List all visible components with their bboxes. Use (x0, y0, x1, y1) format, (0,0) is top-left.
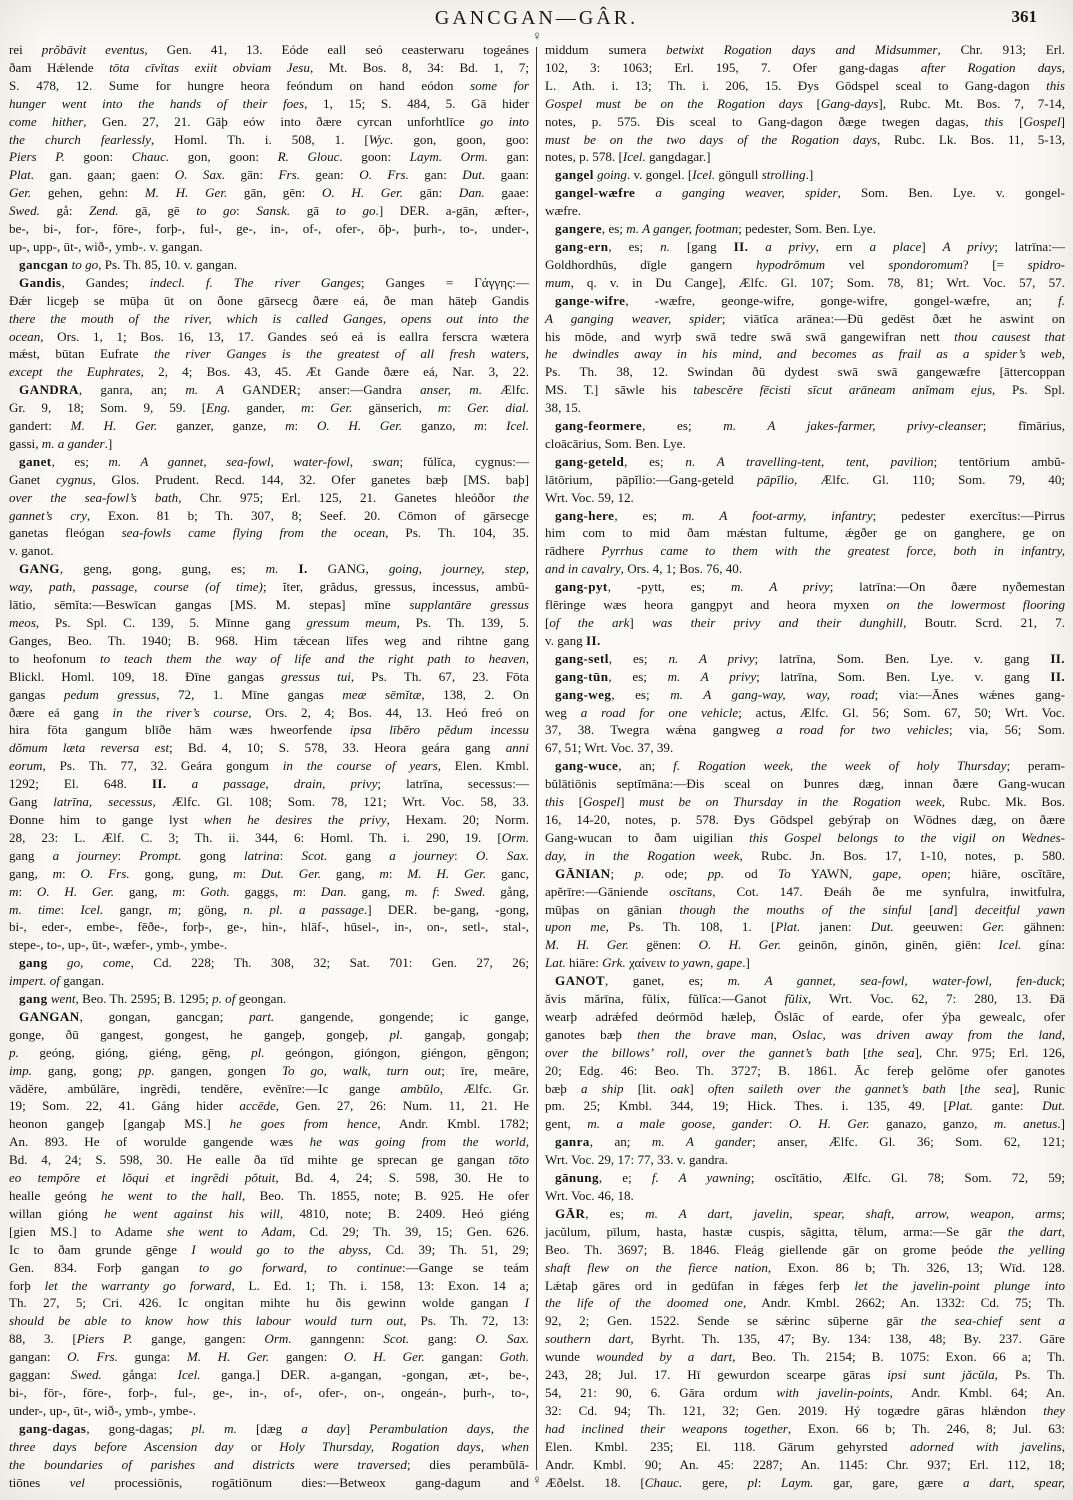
column-right (545, 41, 1065, 1494)
text-line: notes, p. 575. Ðis sceal to Gang-dagon ðæge twegen dagas, this [Gospel] (545, 113, 1065, 129)
text-line: southern dart, Byrht. Th. 135, 47; By. 134: 138, 48; By. 237. Gāre (545, 1331, 1065, 1347)
text-line: flēringe wæs heora gangpyt and heora myxen on the lowermost flooring (545, 597, 1066, 613)
text-line: Beo. Th. 3697; B. 1846. Fleág giellende gār on grome þeóde the yelling (545, 1241, 1065, 1257)
text-line: GANGAN, gongan, gancgan; part. gangende, gongende; ic gange, (19, 1008, 529, 1024)
text-line: ganra, an; m. A gander; anser, Ælfc. Gl. 36; Som. 62, 121; (555, 1134, 1065, 1150)
text-line: gānung, e; f. A yawning; oscĭtātio, Ælfc. Gl. 78; Som. 72, 59; (555, 1170, 1065, 1186)
text-line: gannet’s cry, Exon. 81 b; Th. 307, 8; Seef. 20. Cōmon of gārsecge (9, 507, 529, 523)
text-line: 20; Edg. 46: Beo. Th. 3727; B. 1861. Āc fereþ gelōme ofer ganotes (545, 1062, 1065, 1078)
text-line: wearþ adrǽfed deórmōd hæleþ, Ōslāc of earde, ofer ýþa gewealc, ofer (545, 1008, 1065, 1024)
text-line: weg a road for one vehicle; actus, Ælfc. Gl. 56; Som. 67, 50; Wrt. Voc. (545, 704, 1065, 720)
text-line: meos, Ps. Spl. C. 139, 5. Mīnne gang gressum meum, Ps. Th. 139, 5. (9, 615, 529, 630)
text-line: had inclined their weapons together, Exon. 66 b; Th. 246, 8; Jul. 63: (545, 1420, 1066, 1436)
text-line: 32: Cd. 94; Th. 121, 32; Gen. 2019. Hý togædre gāras hlǽndon they (545, 1402, 1065, 1418)
text-line: gang go, come, Cd. 228; Th. 308, 32; Sat. 701: Gen. 27, 26; (19, 955, 529, 971)
text-line: Goldhordhūs, dīgle gangern hypodrŏmum vel spondoromum? [= spidro- (545, 256, 1066, 272)
text-line: gang-wuce, an; f. Rogation week, the week of holy Thursday; peram- (555, 758, 1065, 774)
text-line: m. time: Icel. gangr, m; göng, n. pl. a passage.] DER. be-gang, -gong, (9, 901, 530, 917)
text-line: v. ganot. (9, 543, 54, 559)
text-line: pm. 25; Kmbl. 344, 19; Hick. Thes. i. 135, 49. [Plat. gante: Dut. (545, 1098, 1066, 1114)
text-line: gonge, ðū gangest, gongest, he gangeþ, gongeþ, pl. gangaþ, gongaþ; (9, 1026, 529, 1042)
text-line: apĕrīre:—Gāniende oscĭtans, Cot. 147. Ðeáh ðe me synfulra, inwitfulra, (545, 883, 1065, 899)
text-line: 88, 3. [Piers P. gange, gangen: Orm. ganngenn: Scot. gang: O. Sax. (9, 1331, 530, 1347)
text-line: mūþas on gānian though the mouths of the sinful [and] deceitful yawn (545, 901, 1065, 917)
text-line: and in cavalry, Ors. 4, 1; Bos. 76, 40. (545, 561, 743, 577)
text-line: cloācārius, Som. Ben. Lye. (545, 435, 686, 451)
text-line: m: O. H. Ger. gang, m: Goth. gaggs, m: Dan. gang, m. f: Swed. gång, (9, 883, 529, 899)
page-number: 361 (1011, 7, 1037, 26)
text-line: Ganet cygnus, Glos. Prudent. Recd. 144, 32. Ofer ganetes bæþ [MS. baþ] (9, 471, 529, 487)
text-line: over the billows’ roll, over the gannet’s bath [the sea], Chr. 975; Erl. 126, (545, 1044, 1065, 1060)
text-line: upon me, Ps. Th. 108, 1. [Plat. janen: Dut. geeuwen: Ger. gähnen: (545, 919, 1066, 935)
text-line: GANOT, ganet, es; m. A gannet, sea-fowl, water-fowl, fen-duck; (555, 973, 1065, 989)
text-line: wunde wounded by a dart, Beo. Th. 2154; B. 1075: Exon. 66 a; Th. (545, 1349, 1065, 1365)
text-line: 67, 51; Wrt. Voc. 37, 39. (545, 740, 674, 756)
text-line: he dwindles away in his mind, and becomes as frail as a spider’s web, (545, 346, 1065, 362)
text-line: rādhere Pyrrhus came to them with the greatest force, both in infantry, (545, 543, 1065, 559)
column-gap (529, 28, 545, 1494)
text-line: stepe-, to-, up-, ūt-, wæfer-, ymb-, ymbe-. (9, 937, 228, 953)
text-line: three days before Ascension day or Holy Thursday, Rogation days, when (9, 1438, 529, 1454)
text-line: gangas pedum gressus, 72, 1. Mīne gangas meæ sēmĭtæ, 138, 2. On (9, 686, 530, 702)
text-line: impert. of gangan. (9, 973, 105, 989)
text-line: Piers P. goon: Chauc. gon, goon: R. Glouc. goon: Laym. Orm. gan: (9, 149, 530, 165)
column-divider-rule (536, 47, 537, 1470)
text-line: gang-feormere, es; m. A jakes-farmer, privy-cleanser; fĭmārius, (555, 418, 1065, 434)
text-line: gaggan: Swed. gånga: Icel. ganga.] DER. a-gangan, -gongan, æt-, be-, (9, 1367, 529, 1383)
text-line: Bd. 4, 24; S. 598, 30. He ealle ða tīd mihte ge sprecan ge gangan tōto (9, 1152, 529, 1168)
text-line: ocean, Ors. 1, 1; Bos. 16, 13, 17. Gandes seó eá is eallra ferscra wætera (9, 328, 529, 344)
text-line: 1292; El. 648. II. a passage, drain, privy; latrīna, secessus:— (9, 776, 529, 792)
text-line: ganet, es; m. A gannet, sea-fowl, water-fowl, swan; fŭlĭca, cygnus:— (19, 453, 529, 469)
text-line: Wrt. Voc. 29, 17: 77, 33. v. gandra. (545, 1152, 728, 1168)
text-line: day, in the Rogation week, Rubc. Jn. Bos. 17, 1-10, notes, p. 580. (545, 847, 1065, 863)
text-line: GANDRA, ganra, an; m. A GANDER; anser:—Gandra anser, m. Ælfc. (19, 382, 530, 398)
text-line: bi-, eder-, embe-, fēðe-, forþ-, ge-, hin-, hlāf-, hūsel-, in-, on-, setl-, stal-, (9, 919, 529, 935)
text-line: dŏmum læta reversa est; Bd. 4, 10; S. 578, 33. Heora geára gang anni (9, 740, 529, 756)
text-line: gange-wifre, -wæfre, geonge-wifre, gonge-wifre, gongel-wæfre, an; f. (555, 292, 1065, 308)
text-line: forþ let the warranty go forward, L. Ed. 1; Th. i. 158, 13: Exon. 14 a; (9, 1277, 529, 1293)
text-line: the church fearlessly, Homl. Th. i. 508, 1. [Wyc. gon, goon, goo: (9, 131, 529, 147)
text-line: this [Gospel] must be on Thursday in the Rogation week, Rubc. Mk. Bos. (545, 794, 1066, 810)
text-line: Swed. gå: Zend. gā, gē to go: Sansk. gā to go.] DER. a-gān, æfter-, (9, 203, 529, 219)
text-line: gang, m: O. Frs. gong, gung, m: Dut. Ger. gang, m: M. H. Ger. ganc, (9, 865, 530, 881)
text-line: gent, m. a male goose, gander: O. H. Ger. ganazo, ganzo, m. anetus.] (545, 1116, 1065, 1132)
text-line: be-, bi-, for-, fōre-, forþ-, ful-, ge-, in-, of-, ofer-, ōþ-, þurh-, to-, under-, (9, 221, 529, 237)
text-line: ganotes bæþ then the brave man, Oslac, was driven away from the land, (545, 1026, 1066, 1042)
text-line: gancgan to go, Ps. Th. 85, 10. v. gangan. (19, 256, 238, 272)
page-title: GANCGAN—GÂR. (434, 7, 639, 29)
text-line: 37, 38. Twegra wǽna gangweg a road for two vehicles; via, 56; Som. (545, 722, 1065, 738)
text-line: heonon gangeþ [gangaþ MS.] he goes from hence, Andr. Kmbl. 1782; (9, 1116, 530, 1132)
text-line: v. gang II. (545, 632, 601, 648)
text-line: under-, up-, ūt-, wið-, ymb-, ymbe-. (9, 1402, 197, 1418)
text-line: Gen. 834. Forþ gangan to go forward, to continue:—Gange se teám (9, 1259, 529, 1275)
text-line: Th. 27, 5; Cri. 426. Ic ongitan mihte hu ðis gewinn wolde gangan I (9, 1295, 529, 1311)
text-line: MS. T.] sāwle his tabescĕre fēcisti sīcut arāneam anĭmam ejus, Ps. Spl. (545, 382, 1066, 398)
text-line: Blickl. Homl. 109, 18. Ðīne gangas gressus tui, Ps. Th. 67, 23. Fōta (9, 668, 529, 684)
text-line: hira fōta gangum blīðe hām wæs hweorfende ipsa lībĕro pĕdum incessu (9, 722, 529, 738)
text-line: gang-ern, es; n. [gang II. a privy, ern a place] A privy; latrīna:— (555, 238, 1065, 254)
text-line: shaft flew on the fierce nation, Exon. 86 b; Th. 326, 13; Wīd. 128. (545, 1259, 1065, 1275)
text-line: there the mouth of the river, which is called Ganges, opens out into the (9, 310, 529, 326)
text-line: gangel going. v. gongel. [Icel. göngull strolling.] (555, 167, 814, 183)
text-line: gassi, m. a gander.] (9, 435, 113, 451)
text-line: gandert: M. H. Ger. ganzer, ganze, m: O. H. Ger. ganzo, m: Icel. (9, 418, 529, 434)
text-line: jacŭlum, pīlum, hasta, hastæ cuspis, săgitta, tēlum, arma:—Se gār the dart, (545, 1223, 1065, 1239)
text-line: bi-, fōr-, fōre-, forþ-, ful-, ge-, in-, of-, ofer-, on-, ongeán-, þurh-, to-, (9, 1384, 529, 1400)
text-line: healle geóng he went to the hall, Beo. Th. 1855, note; B. 925. He ofer (9, 1188, 529, 1203)
text-line: notes, p. 578. [Icel. gangdagar.] (545, 149, 711, 165)
text-line: hunger went into the hands of their foes, 1, 15; S. 484, 5. Gā hider (9, 95, 529, 111)
text-line: gangan: O. Frs. gunga: M. H. Ger. gangen: O. H. Ger. gangan: Goth. (9, 1349, 529, 1365)
text-line: gang-geteld, es; n. A travelling-tent, tent, pavilion; tentōrium ambŭ- (555, 453, 1065, 469)
text-line: Gandis, Gandes; indecl. f. The river Ganges; Ganges = Γάγγης:— (19, 274, 529, 290)
text-line: must be on the two days of the Rogation days, Rubc. Lk. Bos. 11, 5-13, (545, 131, 1065, 147)
text-line: Ðonne him to gange lyst when he desires the privy, Hexam. 20; Norm. (9, 811, 530, 827)
text-line: GĀR, es; m. A dart, javelin, spear, shaft, arrow, weapon, arms; (555, 1205, 1065, 1221)
text-line: rei prŏbāvit eventus, Gen. 41, 13. Eóde eall seó ceasterwaru togeánes (9, 42, 529, 57)
text-line: ðam Hǽlende tōta cīvĭtas exiit obviam Jesu, Mt. Bos. 8, 34: Bd. 1, 7; (9, 59, 529, 75)
text-line: Wrt. Voc. 59, 12. (545, 489, 634, 505)
column-left (9, 41, 529, 1494)
text-line: Æðelst. 18. [Chauc. gere, pl: Laym. gar, gare, gære a dart, spear, (545, 1474, 1065, 1490)
text-line: M. H. Ger. gënen: O. H. Ger. geinōn, ginōn, ginēn, giēn: Icel. gína: (545, 937, 1065, 953)
text-columns (9, 28, 1066, 1494)
text-line: Andr. Kmbl. 90; An. 45: 2287; An. 1145: Chr. 937; Erl. 112, 18; (545, 1456, 1065, 1472)
text-line: 54, 21: 90, 6. Gāra ordum with javelin-points, Andr. Kmbl. 64; An. (545, 1384, 1065, 1400)
text-line: Ger. gehen, gehn: M. H. Ger. gān, gēn: O. H. Ger. gān: Dan. gaae: (9, 185, 529, 201)
text-line: Gang latrīna, secessus, Ælfc. Gl. 108; Som. 78, 121; Wrt. Voc. 58, 33. (9, 794, 530, 810)
text-line: tiōnes vel processiōnis, rogātiōnum dies:—Betweox gang-dagum and (9, 1474, 529, 1490)
text-line: Wrt. Voc. 46, 18. (545, 1188, 634, 1203)
text-line: gang-here, es; m. A foot-army, infantry; pedester exercĭtus:—Pirrus (555, 507, 1065, 523)
text-line: 243, 28; Jul. 17. Hī gewurdon scearpe gāras ipsi sunt jăcŭla, Ps. Th. (545, 1367, 1065, 1383)
text-line: gang-tūn, es; m. A privy; latrīna, Som. Ben. Lye. v. gang II. (555, 668, 1065, 684)
text-line: way, path, passage, course (of time); ĭter, grădus, gressus, incessus, ambŭ- (9, 579, 529, 595)
text-line: [of the ark] was their privy and their dunghill, Boutr. Scrd. 21, 7. (545, 615, 1065, 630)
text-line: vādĕre, ambŭlāre, ingrĕdi, tendĕre, evĕnīre:—Ic gange ambŭlo, Ælfc. Gr. (9, 1080, 529, 1096)
text-line: eorum, Ps. Th. 77, 32. Geára gongum in the course of years, Elen. Kmbl. (9, 758, 530, 774)
text-line: Ðǽr licgeþ se mūþa ūt on ðone gārsecg ðære eá, ðe man hāteþ Gandis (9, 292, 529, 308)
text-line: wæfre. (545, 203, 581, 219)
text-line: him com to mid ðam mǽstan fultume, ǽgðer ge on ganghere, ge on (545, 525, 1065, 541)
text-line: S. 478, 12. Sume for hungre heora feóndum on hand eódon some for (9, 77, 529, 93)
text-line: lātōrium, pāpĭlio:—Gang-geteld pāpĭlio, Ælfc. Gl. 110; Som. 79, 40; (545, 471, 1066, 487)
text-line: ganetas fleógan sea-fowls came flying from the ocean, Ps. Th. 104, 35. (9, 525, 530, 541)
text-line: up-, upp-, ūt-, wið-, ymb-. v. gangan. (9, 238, 203, 254)
text-line: L. Ath. i. 13; Th. i. 206, 15. Ðys Gōdspel sceal to Gang-dagon this (545, 77, 1065, 93)
text-line: the life of the doomed one, Andr. Kmbl. 2662; An. 1332: Cd. 75; Th. (545, 1295, 1065, 1311)
text-line: Lǽtaþ gāres ord in gedūfan in fǽges ferþ let the javelin-point plunge into (545, 1277, 1065, 1293)
text-line: A ganging weaver, spider; viātĭca arānea:—Ðū gedēst ðæt he aswint on (545, 310, 1065, 326)
text-line: 102, 3: 1063; Erl. 195, 7. Ofer gang-dagas after Rogation days, (545, 59, 1065, 75)
text-line: mum, q. v. in Du Cange], Ælfc. Gl. 107; Som. 78, 81; Wrt. Voc. 57, 57. (545, 274, 1065, 290)
text-line: 19; Som. 22, 41. Gáng hider accēde, Gen. 27, 26: Num. 11, 21. He (9, 1098, 529, 1114)
text-line: Lat. hiāre: Grk. χαίνειν to yawn, gape.] (545, 955, 750, 971)
text-line: GANG, geng, gong, gung, es; m. I. GANG, going, journey, step, (19, 561, 529, 577)
text-line: [gien MS.] to Adame she went to Adam, Cd. 29; Th. 39, 15; Gen. 626. (9, 1223, 529, 1239)
text-line: bŭlātiōnis septĭmāna:—Ðis sceal on Þunres dæg, innan ðære Gang-wucan (545, 776, 1065, 792)
text-line: Gr. 9, 18; Som. 9, 59. [Eng. gander, m: Ger. gänserich, m: Ger. dial. (9, 400, 529, 416)
text-line: Ic to ðam grunde gēnge I would go to the abyss, Cd. 39; Th. 51, 29; (9, 1241, 530, 1257)
text-line: gang-setl, es; n. A privy; latrīna, Som. Ben. Lye. v. gang II. (555, 650, 1065, 666)
text-line: come hither, Gen. 27, 21. Gāþ eów into ðære cyrcan unforhtlīce go into (9, 113, 529, 129)
text-line: ðære eá gang in the river’s course, Ors. 2, 4; Bos. 44, 13. Heó freó on (9, 704, 529, 720)
text-line: gang-pyt, -pytt, es; m. A privy; latrīna:—On ðære nyðemestan (555, 579, 1065, 595)
text-line: the boundaries of parishes and districts were traversed; dies perambŭlā- (9, 1456, 529, 1472)
text-line: middum sumera betwixt Rogation days and Midsummer, Chr. 913; Erl. (545, 42, 1065, 57)
text-line: to heofonum to teach them the way of life and the right path to heaven, (9, 650, 529, 666)
text-line: eo tempŏre et lŏqui et ingrĕdi pŏtuit, Bd. 4, 24; S. 598, 30. He to (9, 1170, 529, 1186)
text-line: Ps. Th. 38, 12. Swindan ðū dydest swā swā gangewæfre [āttercoppan (545, 364, 1065, 380)
text-line: 16, 14-20, notes, p. 578. Ðys Gōdspel gebýraþ on Wōdnes dæg, on ðære (545, 811, 1065, 827)
ink-mark-icon: ♀ (532, 28, 542, 43)
text-line: gang went, Beo. Th. 2595; B. 1295; p. of geongan. (19, 991, 287, 1007)
text-line: 38, 15. (545, 400, 582, 416)
text-line: p. geóng, gióng, giéng, gēng, pl. geóngon, gióngon, giéngon, gēngon; (9, 1044, 530, 1060)
text-line: should be able to know how this labour would turn out, Ps. Th. 72, 13: (9, 1313, 529, 1329)
text-line: gang-dagas, gong-dagas; pl. m. [dæg a day] Perambulation days, the (19, 1420, 530, 1436)
text-line: ăvis mărīna, fŭlix, fŭlĭca:—Ganot fŭlix, Wrt. Voc. 62, 7: 280, 13. Ðā (545, 991, 1065, 1007)
text-line: 92, 2; Gen. 1522. Sende se sǽrinc sūþerne gār the sea-chief sent a (545, 1313, 1065, 1329)
text-line: willan gióng he went against his will, 4810, note; B. 2409. Heó giéng (9, 1205, 529, 1221)
text-line: mǽst, būtan Eufrate the river Ganges is the greatest of all fresh waters, (9, 346, 529, 362)
text-line: gangere, es; m. A ganger, footman; pedester, Som. Ben. Lye. (555, 221, 876, 237)
text-line: gang-weg, es; m. A gang-way, way, road; via:—Ānes wǽnes gang- (555, 686, 1065, 702)
text-line: 28, 23: L. Ælf. C. 3; Th. ii. 344, 6: Homl. Th. i. 290, 19. [Orm. (9, 829, 529, 845)
text-line: Ganges, Beo. Th. 1940; B. 968. Him tǽcean līfes weg and rihtne gang (9, 632, 529, 648)
text-line: Gospel must be on the Rogation days [Gang-days], Rubc. Mt. Bos. 7, 7-14, (545, 95, 1065, 111)
ink-mark-icon: ♀ (532, 1472, 542, 1487)
text-line: over the sea-fowl’s bath, Chr. 975; Erl. 125, 21. Ganetes hleóðor the (9, 489, 529, 505)
text-line: except the Euphrates, 2, 4; Bos. 43, 45. Æt Gande ðære eá, Nar. 3, 22. (9, 364, 529, 380)
text-line: imp. gang, gong; pp. gangen, gongen To go, walk, turn out; īre, meāre, (9, 1062, 529, 1078)
text-line: GĀNIAN; p. ode; pp. od To YAWN, gape, open; hiāre, oscĭtāre, (555, 865, 1065, 881)
text-line: lātio, sēmĭta:—Beswīcan gangas [MS. M. stepas] mīne supplantāre gressus (9, 597, 530, 613)
text-line: Elen. Kmbl. 235; El. 118. Gārum gehyrsted adorned with javelins, (545, 1438, 1065, 1454)
text-line: bæþ a ship [lit. oak] often saileth over the gannet’s bath [the sea], Runic (545, 1080, 1065, 1096)
text-line: gangel-wæfre a ganging weaver, spider, Som. Ben. Lye. v. gongel- (555, 185, 1066, 201)
text-line: An. 893. He of worulde gangende wæs he was going from the world, (9, 1134, 530, 1150)
text-line: his mōde, and wyrþ swā tedre swā swā gangewifran nett thou causest that (545, 328, 1065, 344)
text-line: Plat. gan. gaan; gaen: O. Sax. gān: Frs. gean: O. Frs. gan: Dut. gaan: (9, 167, 530, 183)
text-line: gang a journey: Prompt. gong latrina: Scot. gang a journey: O. Sax. (9, 847, 529, 863)
text-line: Gang-wucan to ðam uigilian this Gospel belongs to the vigil on Wednes- (545, 829, 1065, 845)
